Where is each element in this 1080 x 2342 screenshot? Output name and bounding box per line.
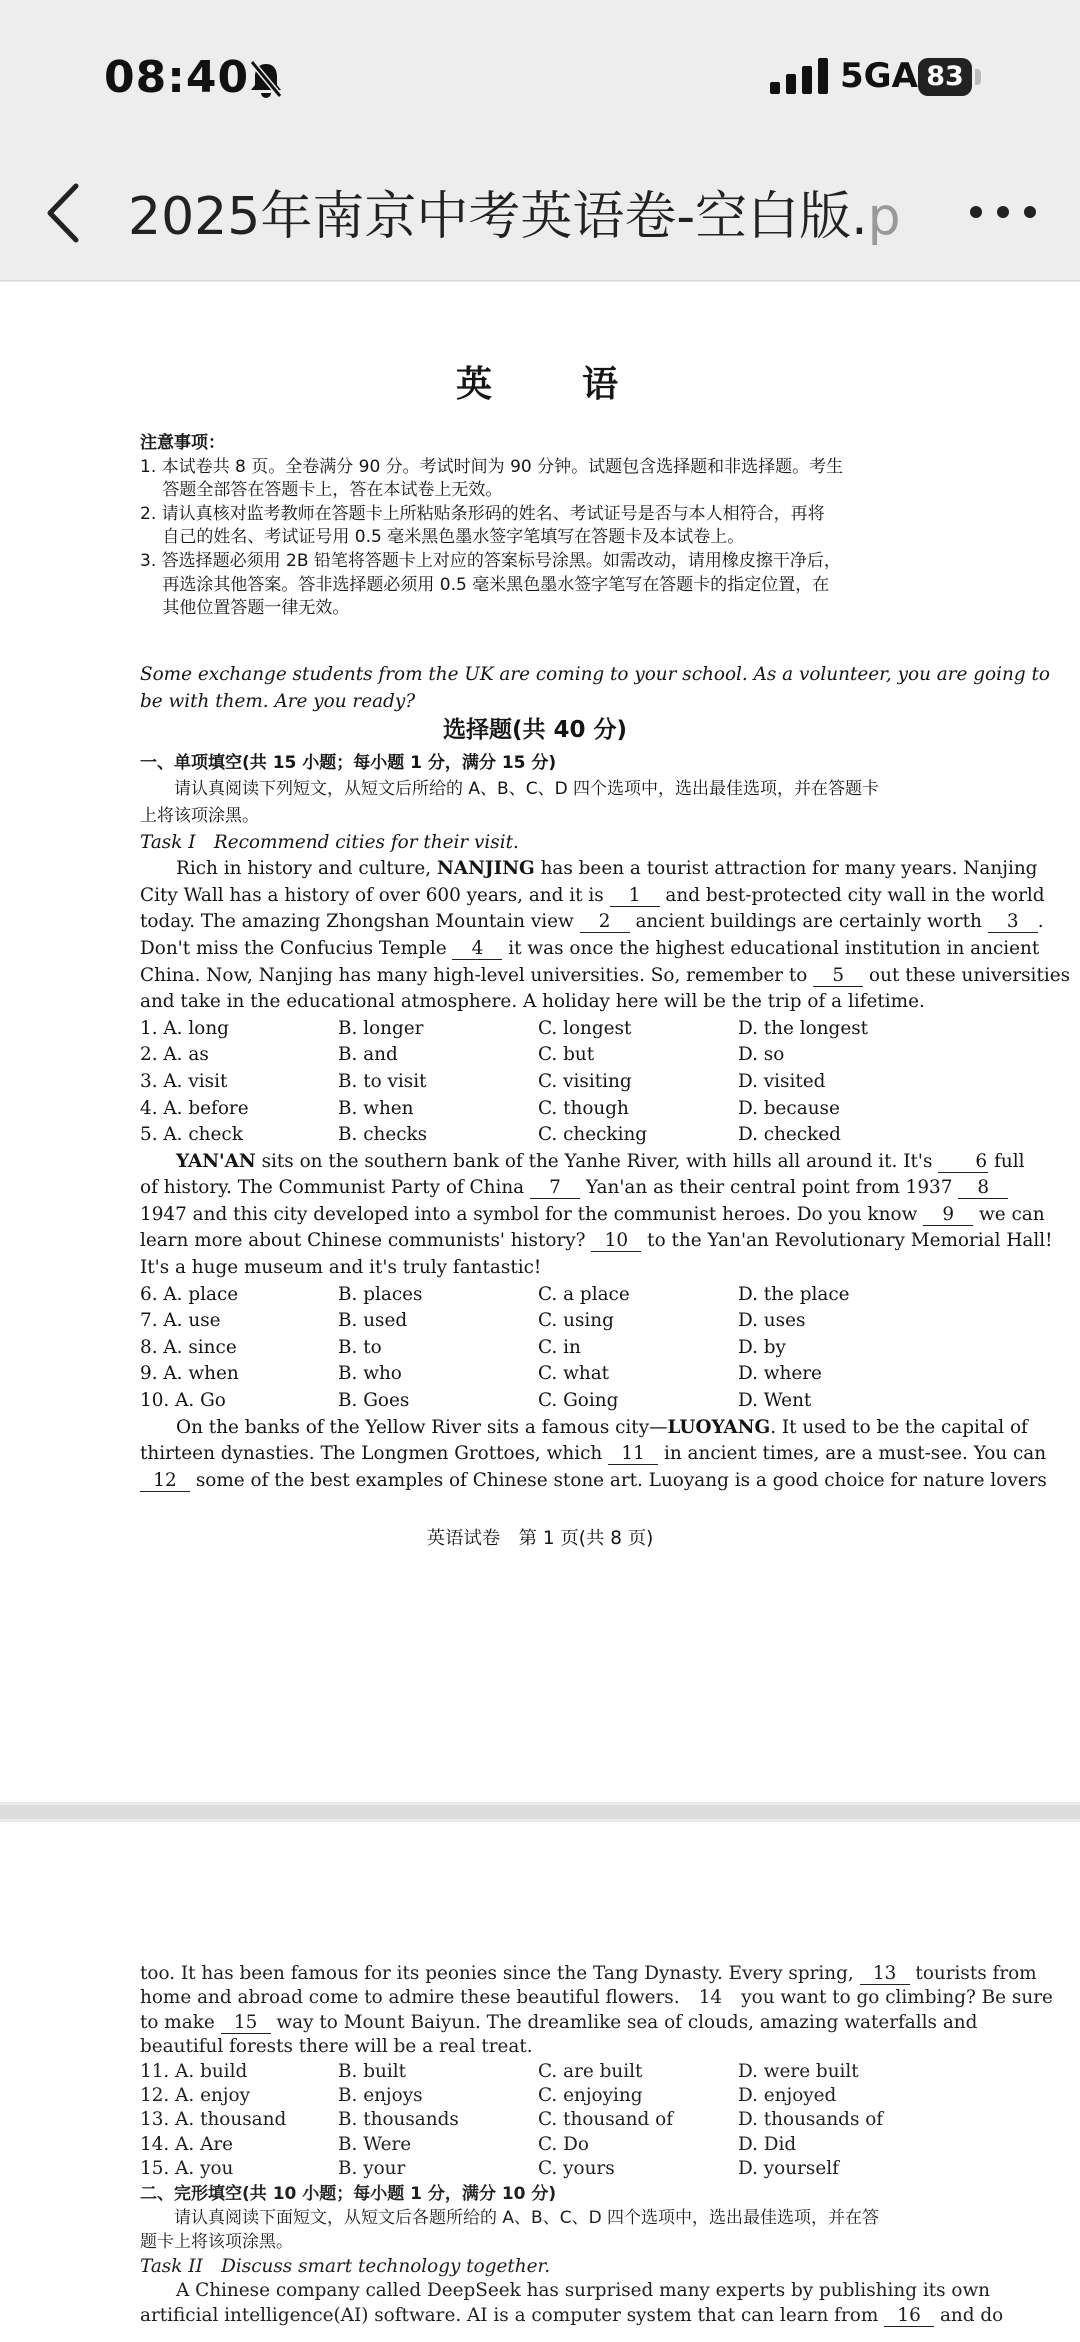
options-grid — [140, 1282, 930, 1415]
task-title: Task II Discuss smart technology together. — [140, 2255, 551, 2277]
option: C. enjoying — [538, 2085, 643, 2107]
text-span: 1947 and this city developed into a symbol for the communist heroes. Do you know — [140, 1203, 924, 1225]
passage-line — [140, 1175, 990, 1202]
option: D. thousands of — [738, 2109, 884, 2131]
option: D. uses — [738, 1310, 806, 1332]
passage-line — [140, 2011, 978, 2035]
option: D. Did — [738, 2133, 797, 2155]
text-span: to the Yan'an Revolutionary Memorial Hall! — [641, 1230, 1053, 1252]
passage-line: beautiful forests there will be a real treat. — [140, 2036, 533, 2058]
text-span: way to Mount Baiyun. The dreamlike sea of clouds, amazing waterfalls and — [270, 2011, 978, 2033]
text-span: ancient buildings are certainly worth — [629, 911, 988, 933]
option: B. longer — [338, 1017, 424, 1039]
option: 2. A. as — [140, 1044, 209, 1066]
part-instruction: 请认真阅读下面短文，从短文后各题所给的 A、B、C、D 四个选项中，选出最佳选项，并在答 — [140, 2208, 880, 2229]
passage-line — [140, 1228, 1053, 1255]
blank: 5 — [813, 966, 863, 987]
option: 15. A. you — [140, 2158, 234, 2180]
part-instruction: 请认真阅读下列短文，从短文后所给的 A、B、C、D 四个选项中，选出最佳选项，并在答题卡 — [140, 779, 880, 800]
text-span: tourists from — [909, 1963, 1037, 1984]
option: C. using — [538, 1310, 614, 1332]
option: C. what — [538, 1363, 610, 1385]
blank: 16 — [884, 2306, 934, 2327]
document-page-1[interactable] — [0, 282, 1080, 1802]
text-span: On the banks of the Yellow River sits a famous city— — [176, 1416, 668, 1438]
option: C. checking — [538, 1124, 648, 1146]
document-page-2[interactable] — [0, 1822, 1080, 2342]
blank: 6 — [938, 1152, 988, 1173]
battery-icon: 83 — [918, 58, 972, 96]
option: D. the place — [738, 1283, 850, 1305]
option: 11. A. build — [140, 2060, 248, 2082]
text-span: Rich in history and culture, — [176, 858, 437, 880]
passage-line — [140, 856, 1038, 883]
blank: 12 — [140, 1471, 190, 1492]
option: C. Going — [538, 1390, 619, 1412]
document-title — [128, 174, 918, 249]
text-span: Don't miss the Confucius Temple — [140, 937, 453, 959]
option: C. but — [538, 1044, 595, 1066]
blank: 13 — [860, 1964, 910, 1985]
exam-heading: 英 语 — [455, 364, 624, 405]
option: D. visited — [738, 1070, 826, 1092]
text-span: City Wall has a history of over 600 years, and it is — [140, 884, 610, 906]
page-footer: 英语试卷 第 1 页(共 8 页) — [426, 1528, 654, 1549]
passage-line — [140, 936, 1040, 963]
option: D. checked — [738, 1124, 841, 1146]
note-line: 1. 本试卷共 8 页。全卷满分 90 分。考试时间为 90 分钟。试题包含选择题和非选择题。考生 — [140, 456, 844, 477]
passage-line — [140, 1202, 1045, 1229]
notes-title: 注意事项： — [140, 433, 225, 453]
notes-block — [140, 432, 930, 621]
options-grid — [140, 1016, 930, 1149]
blank: 11 — [608, 1444, 658, 1465]
options-grid — [140, 2060, 930, 2182]
option: 6. A. place — [140, 1283, 239, 1305]
intro-line: Some exchange students from the UK are coming to your school. As a volunteer, you are going to — [140, 664, 1050, 685]
passage-line: and take in the educational atmosphere. A holiday here will be the trip of a lifetime. — [140, 991, 925, 1013]
text-span: you want to go climbing? Be sure — [735, 1987, 1053, 2009]
text-span: of history. The Communist Party of China — [140, 1177, 530, 1199]
blank: 7 — [530, 1178, 580, 1199]
note-line: 答题全部答在答题卡上，答在本试卷上无效。 — [140, 480, 503, 501]
text-span: NANJING — [437, 858, 535, 880]
section-title: 选择题(共 40 分) — [442, 717, 628, 744]
option: B. thousands — [338, 2109, 459, 2131]
option: C. a place — [538, 1283, 630, 1305]
part-title: 二、完形填空(共 10 小题；每小题 1 分，满分 10 分) — [140, 2183, 557, 2204]
option: B. used — [338, 1310, 408, 1332]
option: C. thousand of — [538, 2109, 674, 2131]
option: B. to visit — [338, 1070, 427, 1092]
option: C. in — [538, 1336, 581, 1358]
option: B. enjoys — [338, 2085, 423, 2107]
text-span: . It used to be the capital of — [770, 1416, 1028, 1438]
exam-body-page-2 — [140, 1962, 1053, 2328]
battery-cap — [975, 69, 981, 85]
passage-line — [140, 883, 1045, 910]
text-span: sits on the southern bank of the Yanhe River, with hills all around it. It's — [255, 1150, 939, 1172]
option: 7. A. use — [140, 1310, 221, 1332]
text-span: has been a tourist attraction for many years. Nanjing — [534, 858, 1038, 880]
blank: 4 — [452, 939, 502, 960]
option: B. Goes — [338, 1390, 410, 1412]
note-line: 再选涂其他答案。答非选择题必须用 0.5 毫米黑色墨水签字笔写在答题卡的指定位置，在 — [140, 574, 830, 595]
blank: 1 — [610, 886, 660, 907]
exam-body — [140, 662, 1071, 1494]
text-span: LUOYANG — [667, 1416, 771, 1438]
title-fade: p — [867, 187, 901, 247]
back-arrow-icon[interactable] — [40, 178, 90, 248]
blank: 8 — [958, 1178, 1008, 1199]
option: C. though — [538, 1097, 629, 1119]
note-line: 自己的姓名、考试证号用 0.5 毫米黑色墨水签字笔填写在答题卡及本试卷上。 — [140, 527, 745, 548]
option: B. built — [338, 2060, 406, 2082]
option: B. your — [338, 2158, 406, 2180]
note-line: 3. 答选择题必须用 2B 铅笔将答题卡上对应的答案标号涂黑。如需改动，请用橡皮擦干净后， — [140, 550, 841, 571]
option: 14. A. Are — [140, 2133, 234, 2155]
more-icon[interactable] — [968, 202, 1038, 222]
option: D. Went — [738, 1390, 812, 1412]
text-span: today. The amazing Zhongshan Mountain view — [140, 911, 580, 933]
signal-icon — [770, 58, 832, 94]
text-span: Yan'an as their central point from 1937 — [580, 1177, 959, 1199]
option: C. are built — [538, 2060, 643, 2082]
passage-line — [140, 963, 1071, 990]
passage-line — [140, 1962, 1037, 1986]
text-span: in ancient times, are a must-see. You can — [658, 1443, 1047, 1465]
text-span: China. Now, Nanjing has many high-level universities. So, remember to — [140, 964, 814, 986]
option: B. to — [338, 1336, 382, 1358]
option: D. were built — [738, 2060, 859, 2082]
option: D. the longest — [738, 1017, 869, 1039]
blank: 10 — [591, 1231, 641, 1252]
passage-line — [140, 1468, 1047, 1495]
option: C. yours — [538, 2158, 615, 2180]
option: B. places — [338, 1283, 423, 1305]
part-instruction: 上将该项涂黑。 — [140, 805, 259, 826]
option: 12. A. enjoy — [140, 2085, 250, 2107]
text-span: too. It has been famous for its peonies since the Tang Dynasty. Every spring, — [140, 1963, 860, 1984]
option: 1. A. long — [140, 1017, 229, 1039]
bell-muted-icon — [248, 60, 284, 100]
text-span: it was once the highest educational institution in ancient — [502, 937, 1040, 959]
blank: 14 — [698, 1987, 723, 2009]
option: B. when — [338, 1097, 414, 1119]
text-span: learn more about Chinese communists' history? — [140, 1230, 592, 1252]
text-span: and do — [934, 2304, 1004, 2326]
blank: 9 — [923, 1205, 973, 1226]
option: 4. A. before — [140, 1097, 249, 1119]
text-span: thirteen dynasties. The Longmen Grottoes, which — [140, 1443, 609, 1465]
part-instruction: 题卡上将该项涂黑。 — [140, 2232, 293, 2253]
blank: 2 — [580, 912, 630, 933]
note-line: 2. 请认真核对监考教师在答题卡上所粘贴条形码的姓名、考试证号是否与本人相符合，再将 — [140, 503, 825, 524]
text-span: home and abroad come to admire these beautiful flowers. — [140, 1987, 686, 2009]
option: D. so — [738, 1044, 785, 1066]
option: 9. A. when — [140, 1363, 239, 1385]
blank: 3 — [988, 912, 1038, 933]
passage-line: It's a huge museum and it's truly fantastic! — [140, 1257, 542, 1279]
option: D. where — [738, 1363, 822, 1385]
status-bar — [0, 0, 1080, 150]
part-title: 一、单项填空(共 15 小题；每小题 1 分，满分 15 分) — [140, 752, 557, 773]
text-span: we can — [973, 1203, 1045, 1225]
text-span: YAN'AN — [176, 1150, 256, 1172]
text-span: some of the best examples of Chinese stone art. Luoyang is a good choice for nature lovers — [190, 1469, 1047, 1491]
passage-line — [140, 909, 1044, 936]
option: 3. A. visit — [140, 1070, 228, 1092]
passage-line: A Chinese company called DeepSeek has surprised many experts by publishing its own — [176, 2280, 991, 2302]
text-span: artificial intelligence(AI) software. AI is a computer system that can learn from — [140, 2304, 885, 2326]
option: D. because — [738, 1097, 840, 1119]
option: D. enjoyed — [738, 2085, 837, 2107]
option: 13. A. thousand — [140, 2109, 287, 2131]
passage-line — [140, 1415, 1028, 1442]
option: D. by — [738, 1336, 786, 1358]
option: B. who — [338, 1363, 402, 1385]
status-time: 08:40 — [104, 52, 250, 103]
text-span: and best-protected city wall in the world — [659, 884, 1045, 906]
text-span: out these universities — [863, 964, 1071, 986]
network-type: 5GA — [840, 56, 918, 96]
option: 5. A. check — [140, 1124, 243, 1146]
note-line: 其他位置答题一律无效。 — [140, 598, 350, 619]
option: C. Do — [538, 2133, 589, 2155]
text-span: to make — [140, 2011, 221, 2033]
option: B. and — [338, 1044, 398, 1066]
passage-line — [140, 2304, 1004, 2328]
task-title: Task I Recommend cities for their visit. — [140, 831, 519, 853]
option: C. longest — [538, 1017, 632, 1039]
passage-line — [140, 1149, 1025, 1176]
text-span: full — [988, 1150, 1025, 1172]
option: C. visiting — [538, 1070, 632, 1092]
blank: 15 — [221, 2013, 271, 2034]
option: B. Were — [338, 2133, 412, 2155]
option: D. yourself — [738, 2158, 839, 2180]
title-bar — [0, 150, 1080, 281]
intro-line: be with them. Are you ready? — [140, 690, 416, 712]
page-gap — [0, 1805, 1080, 1819]
option: 10. A. Go — [140, 1390, 226, 1412]
passage-line — [140, 1986, 1053, 2010]
title-main: 2025年南京中考英语卷-空白版. — [128, 187, 868, 247]
option: 8. A. since — [140, 1336, 237, 1358]
option: B. checks — [338, 1124, 428, 1146]
text-span: . — [1037, 911, 1044, 933]
passage-line — [140, 1441, 1047, 1468]
